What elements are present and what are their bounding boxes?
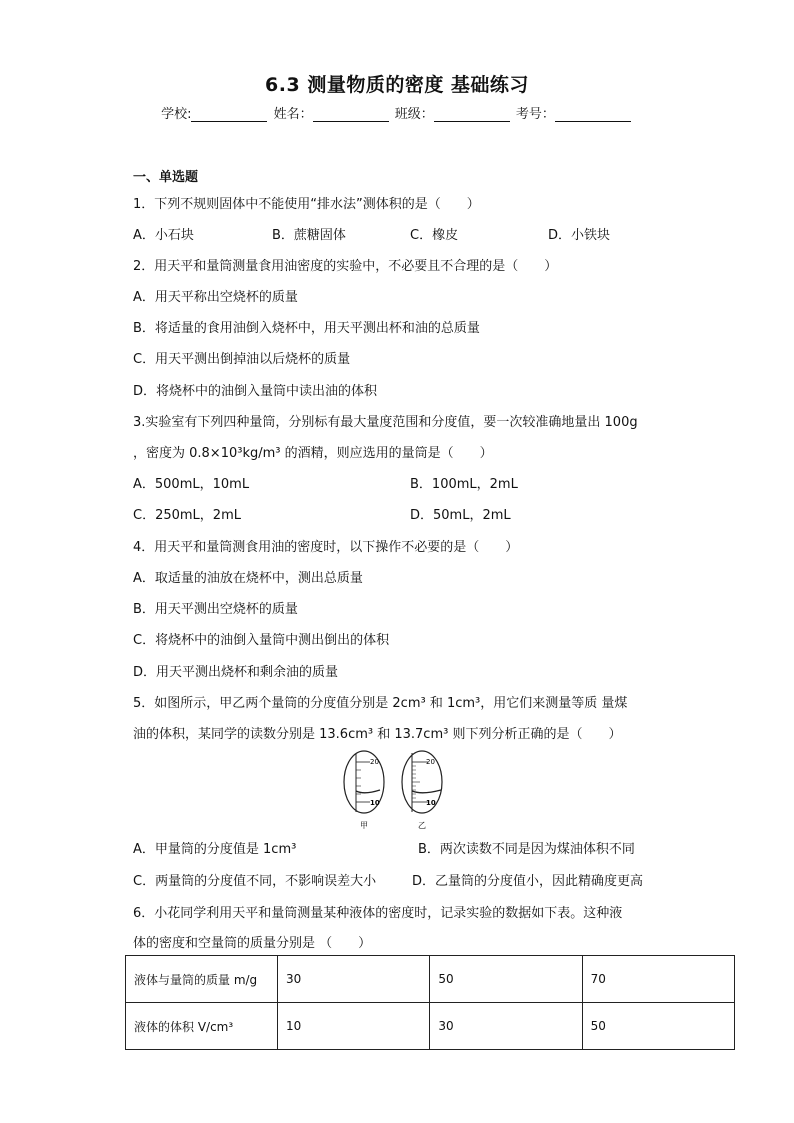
- cylinder-yi-label-20: 20: [426, 758, 435, 766]
- name-blank[interactable]: [313, 107, 389, 122]
- cylinder-jia-meniscus: [356, 790, 380, 793]
- question-5-stem-line-2: 油的体积，某同学的读数分别是 13.6cm³ 和 13.7cm³ 则下列分析正确的是（ ）: [133, 727, 622, 742]
- q4-option-c: C．将烧杯中的油倒入量筒中测出倒出的体积: [133, 633, 390, 648]
- question-4-stem: 4．用天平和量筒测食用油的密度时，以下操作不必要的是（ ）: [133, 540, 519, 555]
- q4-option-a: A．取适量的油放在烧杯中，测出总质量: [133, 571, 363, 586]
- q1-option-c: C．橡皮: [410, 228, 459, 243]
- q3-option-d: D．50mL，2mL: [410, 508, 511, 523]
- q3-option-c: C．250mL，2mL: [133, 508, 241, 523]
- table-cell: 50: [582, 1003, 734, 1050]
- q4-option-d: D．用天平测出烧杯和剩余油的质量: [133, 665, 339, 680]
- section-title: 一、单选题: [133, 170, 199, 185]
- class-label: 班级：: [394, 107, 434, 122]
- page-title: 6.3 测量物质的密度 基础练习: [265, 74, 529, 96]
- exam-no-label: 考号：: [515, 107, 555, 122]
- question-5-stem-line-1: 5．如图所示，甲乙两个量筒的分度值分别是 2cm³ 和 1cm³，用它们来测量等质 量煤: [133, 696, 628, 711]
- table-cell: 50: [430, 956, 582, 1003]
- q3-option-a: A．500mL，10mL: [133, 477, 250, 492]
- cylinder-jia-label-20: 20: [370, 758, 379, 766]
- table-cell: 10: [278, 1003, 430, 1050]
- table-row-header: 液体的体积 V/cm³: [126, 1003, 278, 1050]
- question-3-stem-line-1: 3.实验室有下列四种量筒，分别标有最大量度范围和分度值，要一次较准确地量出 100g: [133, 415, 638, 430]
- q5-option-a: A．甲量筒的分度值是 1cm³: [133, 842, 297, 857]
- question-6-stem-line-1: 6．小花同学利用天平和量筒测量某种液体的密度时，记录实验的数据如下表。这种液: [133, 906, 623, 921]
- q2-option-b: B．将适量的食用油倒入烧杯中，用天平测出杯和油的总质量: [133, 321, 480, 336]
- data-table: [125, 955, 735, 1050]
- name-label: 姓名：: [273, 107, 313, 122]
- q3-option-b: B．100mL，2mL: [410, 477, 518, 492]
- table-row-header: 液体与量筒的质量 m/g: [126, 956, 278, 1003]
- cylinder-yi-label-10: 10: [426, 799, 436, 807]
- cylinder-yi-outline: [402, 751, 442, 813]
- q2-option-d: D．将烧杯中的油倒入量筒中读出油的体积: [133, 384, 378, 399]
- q2-option-a: A．用天平称出空烧杯的质量: [133, 290, 298, 305]
- cylinder-jia-caption: 甲: [360, 821, 368, 830]
- q1-option-b: B．蔗糖固体: [272, 228, 346, 243]
- cylinder-yi-meniscus: [412, 790, 441, 793]
- table-row: [126, 956, 735, 1003]
- student-info-row: [0, 103, 794, 122]
- table-cell: 30: [278, 956, 430, 1003]
- q4-option-b: B．用天平测出空烧杯的质量: [133, 602, 298, 617]
- question-6-stem-line-2: 体的密度和空量筒的质量分别是 （ ）: [133, 936, 372, 951]
- cylinder-yi: [402, 751, 442, 830]
- q1-option-a: A．小石块: [133, 228, 194, 243]
- table-cell: 70: [582, 956, 734, 1003]
- question-2-stem: 2．用天平和量筒测量食用油密度的实验中，不必要且不合理的是（ ）: [133, 259, 558, 274]
- cylinder-yi-caption: 乙: [418, 821, 426, 830]
- q5-option-b: B．两次读数不同是因为煤油体积不同: [418, 842, 635, 857]
- table-row: [126, 1003, 735, 1050]
- cylinder-jia-label-10: 10: [370, 799, 380, 807]
- question-3-stem-line-2: ，密度为 0.8×10³kg/m³ 的酒精，则应选用的量筒是（ ）: [133, 446, 493, 461]
- q2-option-c: C．用天平测出倒掉油以后烧杯的质量: [133, 352, 351, 367]
- school-label: 学校:: [161, 107, 192, 122]
- table-cell: 30: [430, 1003, 582, 1050]
- graduated-cylinders-figure: [340, 750, 450, 830]
- question-1-stem: 1．下列不规则固体中不能使用“排水法”测体积的是（ ）: [133, 197, 480, 212]
- q5-option-d: D．乙量筒的分度值小，因此精确度更高: [412, 874, 644, 889]
- q1-option-d: D．小铁块: [548, 228, 611, 243]
- exam-no-blank[interactable]: [555, 107, 631, 122]
- class-blank[interactable]: [434, 107, 510, 122]
- q5-option-c: C．两量筒的分度值不同，不影响误差大小: [133, 874, 377, 889]
- cylinder-jia: [344, 751, 384, 830]
- school-blank[interactable]: [191, 107, 267, 122]
